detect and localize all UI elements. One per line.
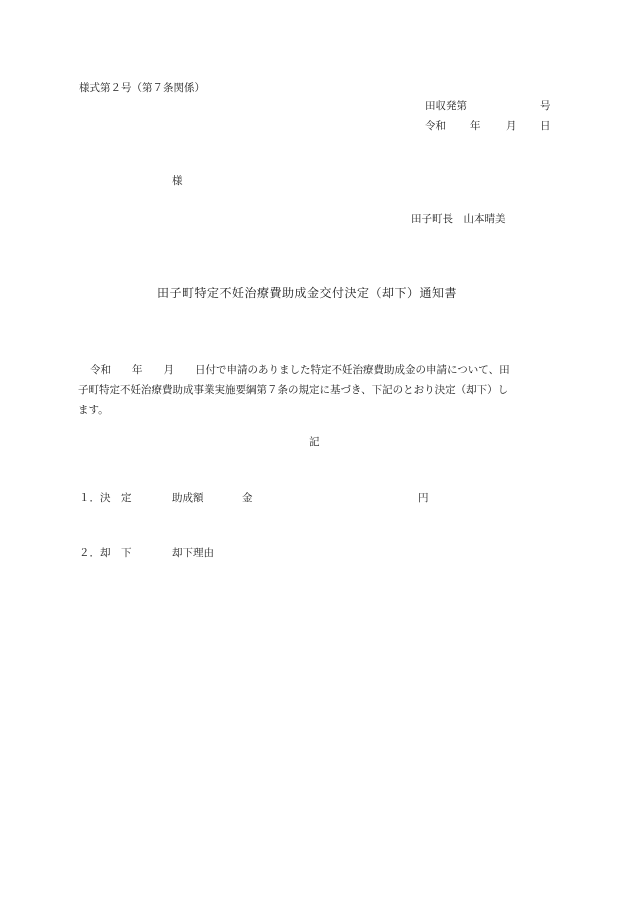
document-title: 田子町特定不妊治療費助成金交付決定（却下）通知書 xyxy=(157,286,458,300)
document-number-suffix: 号 xyxy=(540,100,551,112)
body-paragraph xyxy=(78,360,553,420)
date-era: 令和 xyxy=(425,120,446,132)
document-number-prefix: 田収発第 xyxy=(425,100,467,112)
body-line-3: ます。 xyxy=(78,404,109,416)
issuer-name: 田子町長 山本晴美 xyxy=(411,213,506,225)
item1-unit: 円 xyxy=(418,492,429,504)
date-year: 年 xyxy=(470,120,481,132)
item1-currency: 金 xyxy=(242,492,253,504)
item2-number: ２．却 下 xyxy=(79,547,132,559)
body-line-2: 子町特定不妊治療費助成事業実施要綱第７条の規定に基づき、下記のとおり決定（却下）し xyxy=(78,384,509,396)
body-line-1: 令和 年 月 日付で申請のありました特定不妊治療費助成金の申請について、田 xyxy=(90,364,510,376)
item1-label: 助成額 xyxy=(172,492,204,504)
item2-label: 却下理由 xyxy=(172,547,214,559)
item1-number: １．決 定 xyxy=(79,492,132,504)
recipient-honorific: 様 xyxy=(172,175,183,187)
ki-heading: 記 xyxy=(309,436,320,448)
date-month: 月 xyxy=(506,120,517,132)
date-day: 日 xyxy=(540,120,551,132)
form-label: 様式第２号（第７条関係） xyxy=(79,82,205,94)
